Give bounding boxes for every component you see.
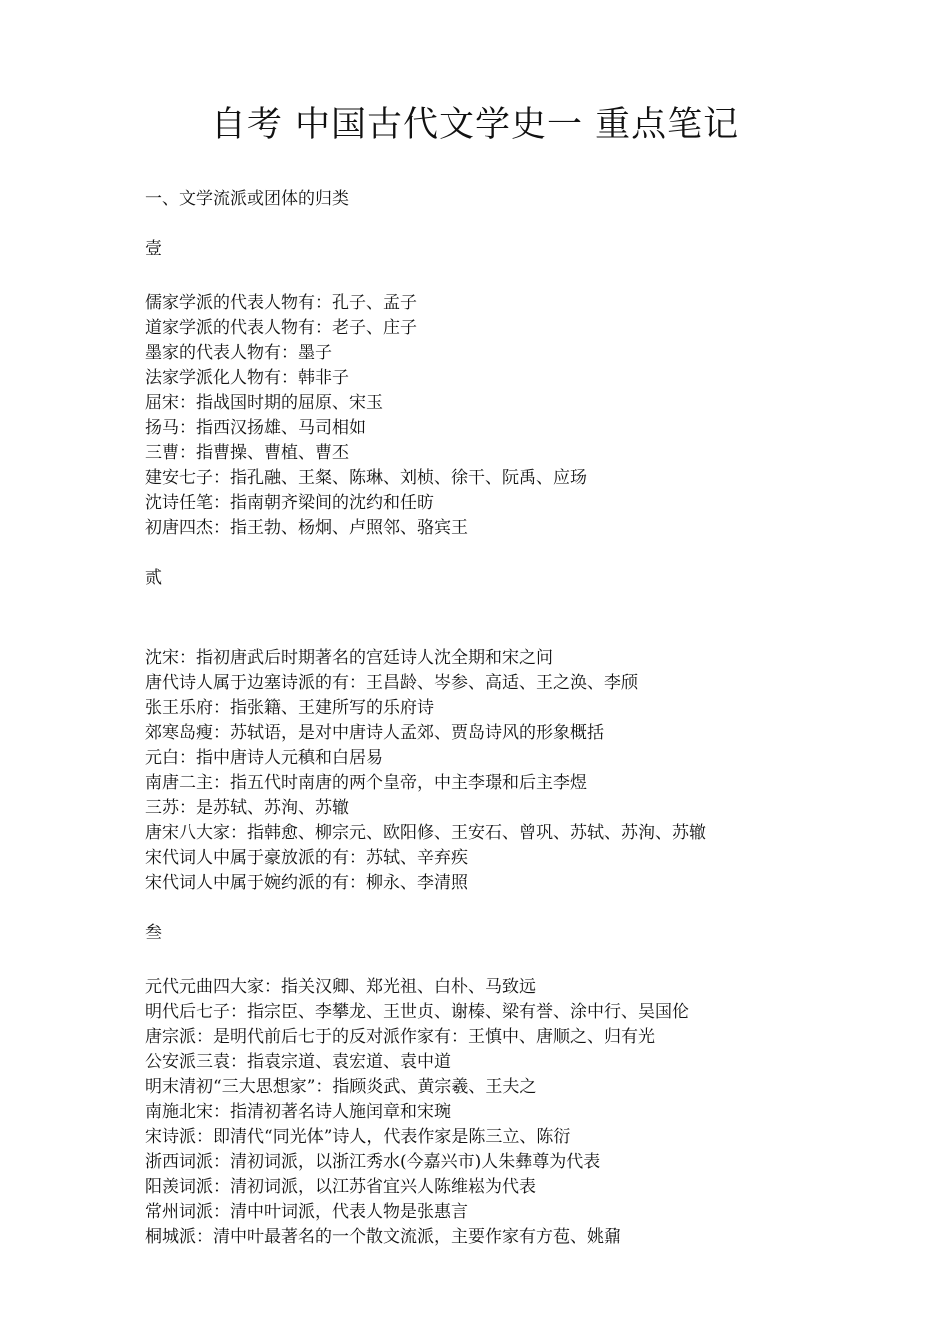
list-item: 初唐四杰：指王勃、杨炯、卢照邻、骆宾王 [145,518,468,538]
list-item: 张王乐府：指张籍、王建所写的乐府诗 [145,698,434,718]
list-item: 宋诗派：即清代“同光体”诗人，代表作家是陈三立、陈衍 [145,1127,571,1147]
group-1 [145,237,925,541]
list-item: 沈宋：指初唐武后时期著名的宫廷诗人沈全期和宋之问 [145,648,553,668]
list-item: 南施北宋：指清初著名诗人施闰章和宋琬 [145,1102,451,1122]
list-item: 公安派三袁：指袁宗道、袁宏道、袁中道 [145,1052,451,1072]
list-item: 儒家学派的代表人物有：孔子、孟子 [145,293,417,313]
list-item: 浙西词派：清初词派，以浙江秀水(今嘉兴市)人朱彝尊为代表 [145,1152,601,1172]
list-item: 阳羡词派：清初词派，以江苏省宜兴人陈维崧为代表 [145,1177,536,1197]
list-item: 建安七子：指孔融、王粲、陈琳、刘桢、徐干、阮禹、应玚 [145,468,587,488]
list-item: 道家学派的代表人物有：老子、庄子 [145,318,417,338]
group-marker: 壹 [145,239,162,259]
list-item: 三曹：指曹操、曹植、曹丕 [145,443,349,463]
list-item: 扬马：指西汉扬雄、马司相如 [145,418,366,438]
list-item: 常州词派：清中叶词派，代表人物是张惠言 [145,1202,468,1222]
list-item: 明末清初“三大思想家”：指顾炎武、黄宗羲、王夫之 [145,1077,537,1097]
list-item: 宋代词人中属于婉约派的有：柳永、李清照 [145,873,468,893]
list-item: 屈宋：指战国时期的屈原、宋玉 [145,393,383,413]
list-item: 宋代词人中属于豪放派的有：苏轼、辛弃疾 [145,848,468,868]
group-3 [145,921,925,1250]
list-item: 郊寒岛瘦：苏轼语，是对中唐诗人孟郊、贾岛诗风的形象概括 [145,723,604,743]
group-marker: 叁 [145,923,162,943]
list-item: 南唐二主：指五代时南唐的两个皇帝，中主李璟和后主李煜 [145,773,587,793]
list-item: 唐宗派：是明代前后七于的反对派作家有：王慎中、唐顺之、归有光 [145,1027,655,1047]
group-marker: 贰 [145,568,162,588]
list-item: 法家学派化人物有：韩非子 [145,368,349,388]
section-heading: 一、文学流派或团体的归类 [145,189,349,209]
document-title: 自考 中国古代文学史一 重点笔记 [210,105,740,145]
document-body [145,187,925,1250]
list-item: 唐宋八大家：指韩愈、柳宗元、欧阳修、王安石、曾巩、苏轼、苏洵、苏辙 [145,823,706,843]
group-2 [145,566,925,896]
list-item: 墨家的代表人物有：墨子 [145,343,332,363]
list-item: 沈诗任笔：指南朝齐梁间的沈约和任昉 [145,493,434,513]
list-item: 明代后七子：指宗臣、李攀龙、王世贞、谢榛、梁有誉、涂中行、吴国伦 [145,1002,689,1022]
list-item: 唐代诗人属于边塞诗派的有：王昌龄、岑参、高适、王之涣、李颀 [145,673,638,693]
list-item: 桐城派：清中叶最著名的一个散文流派，主要作家有方苞、姚鼐 [145,1227,621,1247]
list-item: 三苏：是苏轼、苏洵、苏辙 [145,798,349,818]
list-item: 元代元曲四大家：指关汉卿、郑光祖、白朴、马致远 [145,977,536,997]
list-item: 元白：指中唐诗人元稹和白居易 [145,748,383,768]
